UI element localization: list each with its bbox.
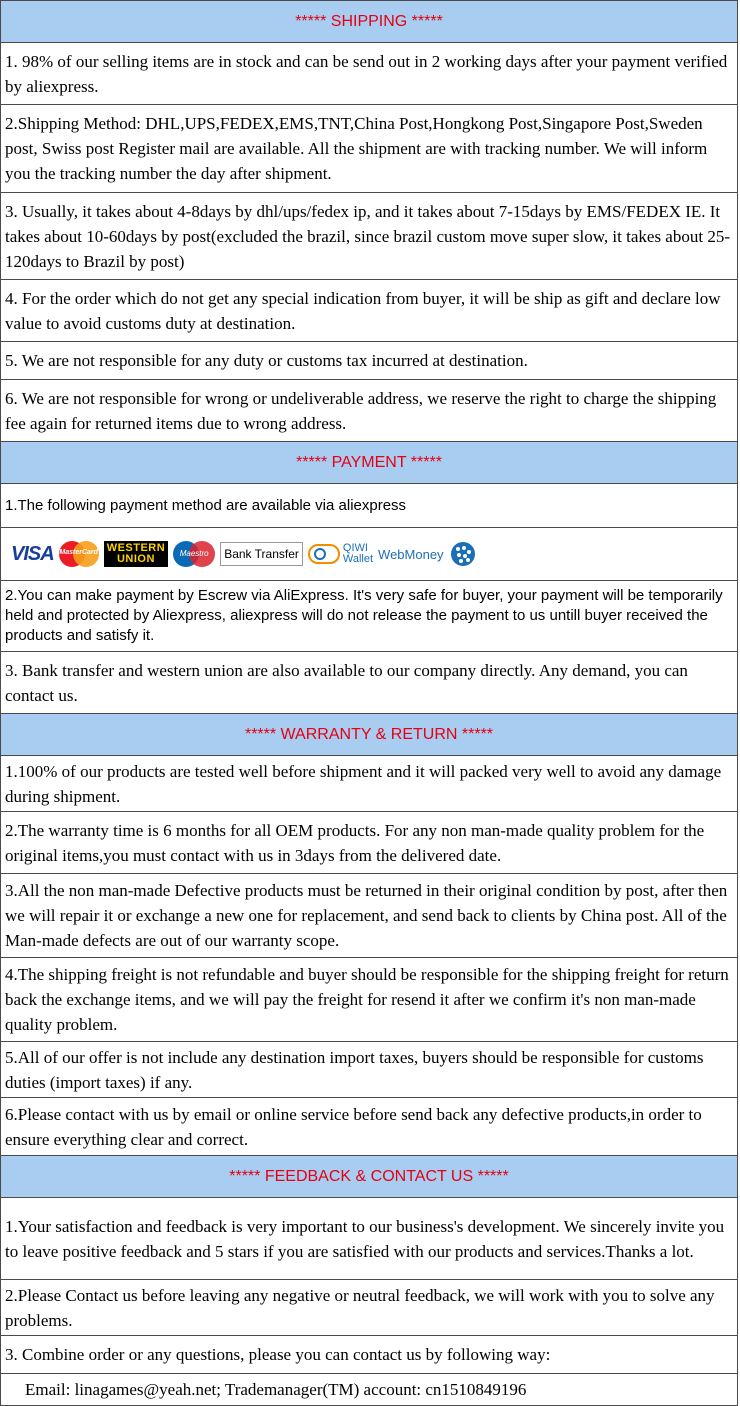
qiwi-wallet-logo: QIWI Wallet <box>308 542 373 566</box>
maestro-logo: Maestro <box>173 541 215 567</box>
shipping-item-1: 1. 98% of our selling items are in stock and can be send out in 2 working days after your payment verified by aliexpress. <box>0 42 738 104</box>
qiwi-icon <box>308 542 340 566</box>
feedback-title: ***** FEEDBACK & CONTACT US ***** <box>229 1167 509 1185</box>
payment-logos <box>0 527 738 580</box>
visa-logo: VISA <box>11 542 54 565</box>
western-union-logo: WESTERN UNION <box>104 541 169 567</box>
shipping-item-4: 4. For the order which do not get any special indication from buyer, it will be ship as gift and declare low value to avoid customs duty at destination. <box>0 279 738 341</box>
shipping-header <box>0 0 738 42</box>
bank-transfer-logo: Bank Transfer <box>220 542 303 566</box>
feedback-item-3: 3. Combine order or any questions, please you can contact us by following way: <box>0 1335 738 1373</box>
warranty-item-3: 3.All the non man-made Defective products must be returned in their original condition by post, after then we will repair it or exchange a new one for replacement, and send back to clients by China post. All of the Man-made defects are out of our warranty scope. <box>0 873 738 957</box>
webmoney-logo: WebMoney <box>378 546 444 562</box>
contact-info: Email: linagames@yeah.net; Trademanager(TM) account: cn1510849196 <box>0 1373 738 1406</box>
shipping-item-3: 3. Usually, it takes about 4-8days by dhl/ups/fedex ip, and it takes about 7-15days by EMS/FEDEX IE. It takes about 10-60days by post(excluded the brazil, since brazil custom move super slow, it takes about 25-120days to Brazil by post) <box>0 192 738 279</box>
warranty-header <box>0 713 738 755</box>
warranty-title: ***** WARRANTY & RETURN ***** <box>244 725 494 743</box>
shipping-title: ***** SHIPPING ***** <box>295 12 443 30</box>
warranty-item-2: 2.The warranty time is 6 months for all OEM products. For any non man-made quality problem for the original items,you must contact with us in 3days from the delivered date. <box>0 811 738 873</box>
webmoney-globe-icon <box>449 540 477 568</box>
payment-item-1: 1.The following payment method are available via aliexpress <box>0 483 738 527</box>
feedback-item-2: 2.Please Contact us before leaving any negative or neutral feedback, we will work with you to solve any problems. <box>0 1279 738 1335</box>
payment-header <box>0 441 738 483</box>
warranty-item-4: 4.The shipping freight is not refundable and buyer should be responsible for the shipping freight for return back the exchange items, and we will pay the freight for resend it after we confirm it's non man-made quality problem. <box>0 957 738 1041</box>
feedback-item-1: 1.Your satisfaction and feedback is very important to our business's development. We sincerely invite you to leave positive feedback and 5 stars if you are satisfied with our products and services.Thanks a lot. <box>0 1197 738 1279</box>
shipping-item-6: 6. We are not responsible for wrong or undeliverable address, we reserve the right to charge the shipping fee again for returned items due to wrong address. <box>0 379 738 441</box>
mastercard-logo: MasterCard <box>59 541 99 567</box>
warranty-item-1: 1.100% of our products are tested well before shipment and it will packed very well to avoid any damage during shipment. <box>0 755 738 811</box>
feedback-header <box>0 1155 738 1197</box>
warranty-item-5: 5.All of our offer is not include any destination import taxes, buyers should be responsible for customs duties (import taxes) if any. <box>0 1041 738 1097</box>
warranty-item-6: 6.Please contact with us by email or online service before send back any defective products,in order to ensure everything clear and correct. <box>0 1097 738 1155</box>
payment-title: ***** PAYMENT ***** <box>296 453 442 471</box>
payment-item-2: 2.You can make payment by Escrew via AliExpress. It's very safe for buyer, your payment will be temporarily held and protected by Aliexpress, aliexpress will do not release the payment to us untill buyer received the products and satisfy it. <box>0 580 738 651</box>
shipping-item-2: 2.Shipping Method: DHL,UPS,FEDEX,EMS,TNT,China Post,Hongkong Post,Singapore Post,Sweden post, Swiss post Register mail are available. All the shipment are with tracking number. We will inform you the tracking number the day after shipment. <box>0 104 738 192</box>
payment-item-3: 3. Bank transfer and western union are also available to our company directly. Any demand, you can contact us. <box>0 651 738 713</box>
shipping-item-5: 5. We are not responsible for any duty or customs tax incurred at destination. <box>0 341 738 379</box>
